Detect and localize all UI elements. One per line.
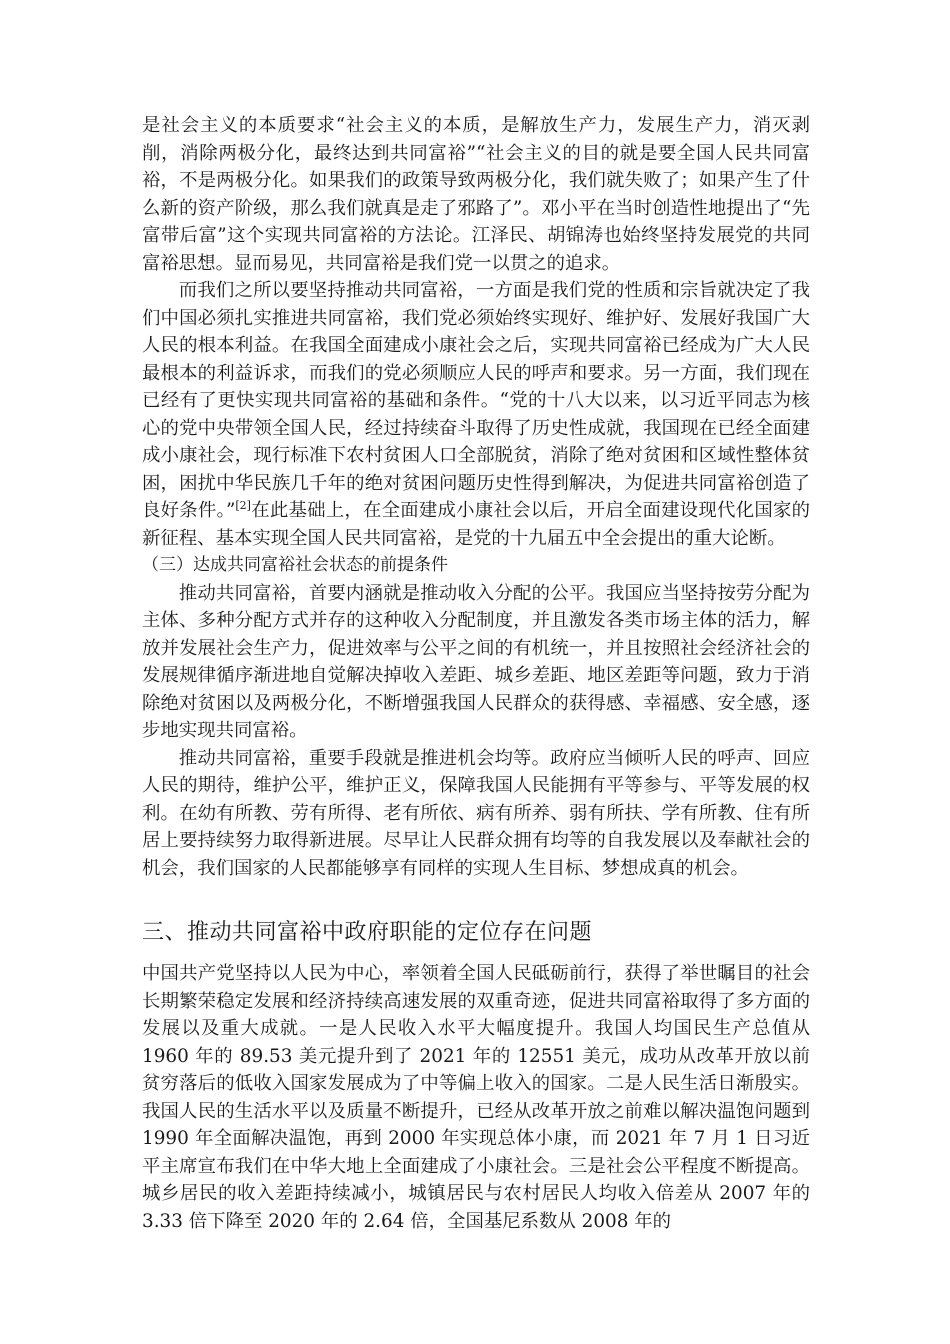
section-title: 三、推动共同富裕中政府职能的定位存在问题 [142,920,593,945]
paragraph-achievements: 中国共产党坚持以人民为中心，率领着全国人民砥砺前行，获得了举世瞩目的社会长期繁荣稳定发展和经济持续高速发展的双重奇迹，促进共同富裕取得了多方面的发展以及重大成就。一是人民收入水平大幅度提升。我国人均国民生产总值从 1960 年的 89.53 美元提升到了 2021 年的 12551 美元，成功从改革开放以前贫穷落后的低收入国家发展成为了中等偏上收入的国家。二是人民生活日渐殷实。我国人民的生活水平以及质量不断提升，已经从改革开放之前难以解决温饱问题到 1990 年全面解决温饱，再到 2000 年实现总体小康，而 2021 年 7 月 1 日习近平主席宣布我们在中华大地上全面建成了小康社会。三是社会公平程度不断提高。城乡居民的收入差距持续减小，城镇居民与农村居民人均收入倍差从 2007 年的 3.33 倍下降至 2020 年的 2.64 倍，全国基尼系数从 2008 年的 [142,963,810,1232]
paragraph-why-common-prosperity [142,277,810,552]
paragraph-equal-opportunity: 推动共同富裕，重要手段就是推进机会均等。政府应当倾听人民的呼声、回应人民的期待，维护公平，维护正义，保障我国人民能拥有平等参与、平等发展的权利。在幼有所教、劳有所得、老有所依、病有所养、弱有所扶、学有所教、住有所居上要持续努力取得新进展。尽早让人民群众拥有均等的自我发展以及奉献社会的机会，我们国家的人民都能够享有同样的实现人生目标、梦想成真的机会。 [142,747,810,879]
document-body [142,112,810,1235]
paragraph-text: 而我们之所以要坚持推动共同富裕，一方面是我们党的性质和宗旨就决定了我们中国必须扎实推进共同富裕，我们党必须始终实现好、维护好、发展好我国广大人民的根本利益。在我国全面建成小康社会之后，实现共同富裕已经成为广大人民最根本的利益诉求，而我们的党必须顺应人民的呼声和要求。另一方面，我们现在已经有了更快实现共同富裕的基础和条件。“党的十八大以来，以习近平同志为核心的党中央带领全国人民，经过持续奋斗取得了历史性成就，我国现在已经全面建成小康社会，现行标准下农村贫困人口全部脱贫，消除了绝对贫困和区域性整体贫困，困扰中华民族几千年的绝对贫困问题历史性得到解决，为促进共同富裕创造了良好条件。” [142,280,810,521]
paragraph-text: 在此基础上，在全面建成小康社会以后，开启全面建设现代化国家的新征程、基本实现全国人民共同富裕，是党的十九届五中全会提出的重大论断。 [142,500,810,549]
paragraph-socialism-essence: 是社会主义的本质要求“社会主义的本质，是解放生产力，发展生产力，消灭剥削，消除两极分化，最终达到共同富裕”“社会主义的目的就是要全国人民共同富裕，不是两极分化。如果我们的政策导致两极分化，我们就失败了；如果产生了什么新的资产阶级，那么我们就真是走了邪路了”。邓小平在当时创造性地提出了“先富带后富”这个实现共同富裕的方法论。江泽民、胡锦涛也始终坚持发展党的共同富裕思想。显而易见，共同富裕是我们党一以贯之的追求。 [142,115,810,274]
subheading-prerequisites: （三）达成共同富裕社会状态的前提条件 [142,555,448,575]
citation-marker: [2] [235,498,251,512]
paragraph-income-distribution: 推动共同富裕，首要内涵就是推动收入分配的公平。我国应当坚持按劳分配为主体、多种分配方式并存的这种收入分配制度，并且激发各类市场主体的活力，解放并发展社会生产力，促进效率与公平之间的有机统一，并且按照社会经济社会的发展规律循序渐进地自觉解决掉收入差距、城乡差距、地区差距等问题，致力于消除绝对贫困以及两极分化，不断增强我国人民群众的获得感、幸福感、安全感，逐步地实现共同富裕。 [142,582,810,741]
